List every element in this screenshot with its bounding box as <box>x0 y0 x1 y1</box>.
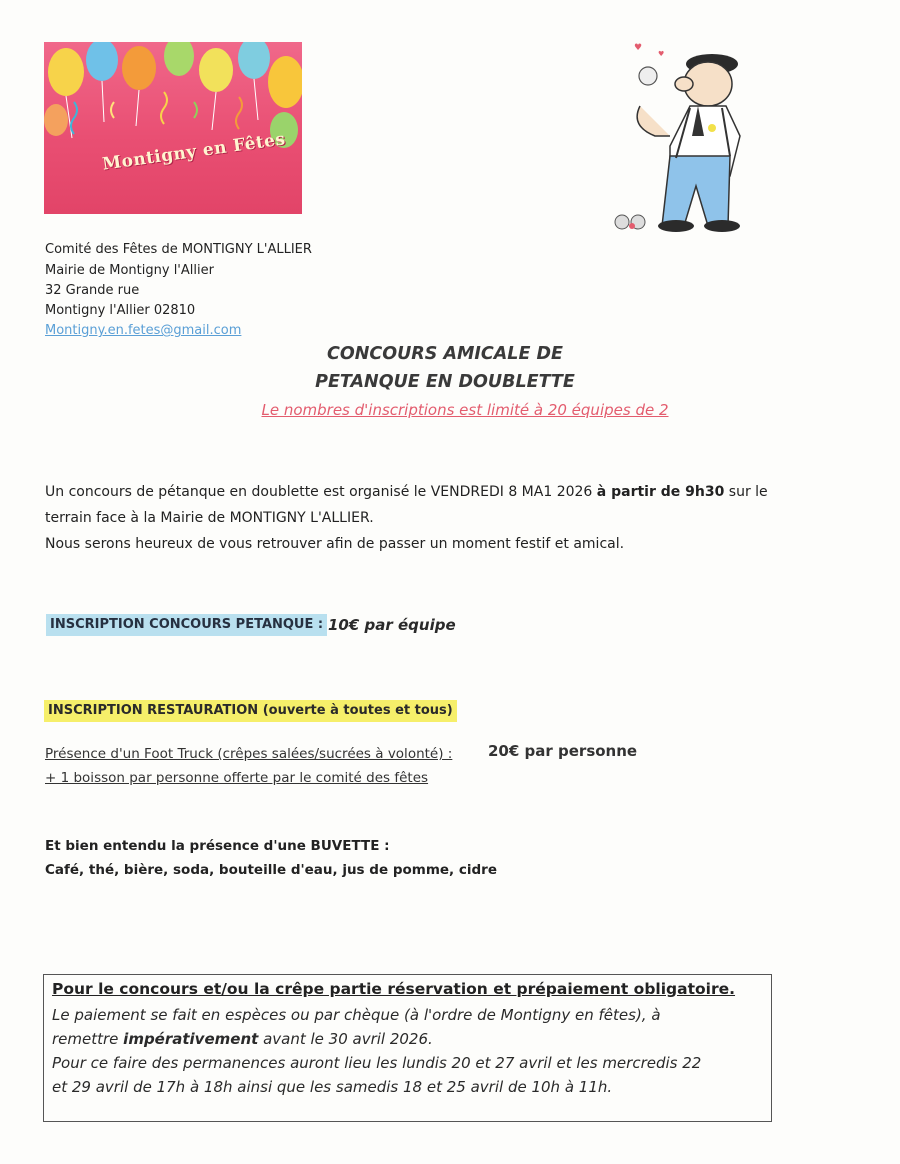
email-link[interactable]: Montigny.en.fetes@gmail.com <box>45 323 242 338</box>
petanque-price: 10€ par équipe <box>328 616 456 634</box>
intro-line-3: Nous serons heureux de vous retrouver afin de passer un moment festif et amical. <box>45 536 625 552</box>
balloons-illustration <box>44 42 302 214</box>
svg-text:♥: ♥ <box>634 43 643 53</box>
payment-box-heading: Pour le concours et/ou la crêpe partie réservation et prépaiement obligatoire. <box>52 980 736 998</box>
restauration-price: 20€ par personne <box>488 742 638 760</box>
payment-line-4: et 29 avril de 17h à 18h ainsi que les samedis 18 et 25 avril de 10h à 11h. <box>52 1078 613 1096</box>
address-line-committee: Comité des Fêtes de MONTIGNY L'ALLIER <box>45 242 312 257</box>
logo-text: Montigny en Fêtes <box>101 129 287 175</box>
intro-line-1: Un concours de pétanque en doublette est organisé le VENDREDI 8 MA1 2026 à partir de 9h30 sur le <box>45 484 768 500</box>
buvette-line-1: Et bien entendu la présence d'une BUVETTE : <box>45 838 390 854</box>
food-truck-line: Présence d'un Foot Truck (crêpes salées/sucrées à volonté) : <box>45 746 453 762</box>
registration-limit-note: Le nombres d'inscriptions est limité à 20 équipes de 2 <box>261 401 669 419</box>
title-line-2: PETANQUE EN DOUBLETTE <box>315 372 575 392</box>
payment-line-3: Pour ce faire des permanences auront lieu les lundis 20 et 27 avril et les mercredis 22 <box>52 1054 702 1072</box>
buvette-line-2: Café, thé, bière, soda, bouteille d'eau, jus de pomme, cidre <box>45 862 497 878</box>
restauration-registration-label: INSCRIPTION RESTAURATION (ouverte à toutes et tous) <box>44 700 457 722</box>
free-drink-line: + 1 boisson par personne offerte par le comité des fêtes <box>45 770 429 786</box>
petanque-registration-label: INSCRIPTION CONCOURS PETANQUE : <box>46 614 327 636</box>
payment-line-1: Le paiement se fait en espèces ou par chèque (à l'ordre de Montigny en fêtes), à <box>52 1006 661 1024</box>
title-line-1: CONCOURS AMICALE DE <box>326 344 563 364</box>
payment-line-2: remettre impérativement avant le 30 avril 2026. <box>52 1030 433 1048</box>
address-line-street: 32 Grande rue <box>45 283 140 298</box>
intro-line-2: terrain face à la Mairie de MONTIGNY L'ALLIER. <box>45 510 374 526</box>
petanque-player-illustration <box>600 36 800 236</box>
address-line-city: Montigny l'Allier 02810 <box>45 303 196 318</box>
svg-text:♥: ♥ <box>658 50 665 58</box>
address-line-mairie: Mairie de Montigny l'Allier <box>45 263 214 278</box>
festival-logo <box>44 42 302 214</box>
